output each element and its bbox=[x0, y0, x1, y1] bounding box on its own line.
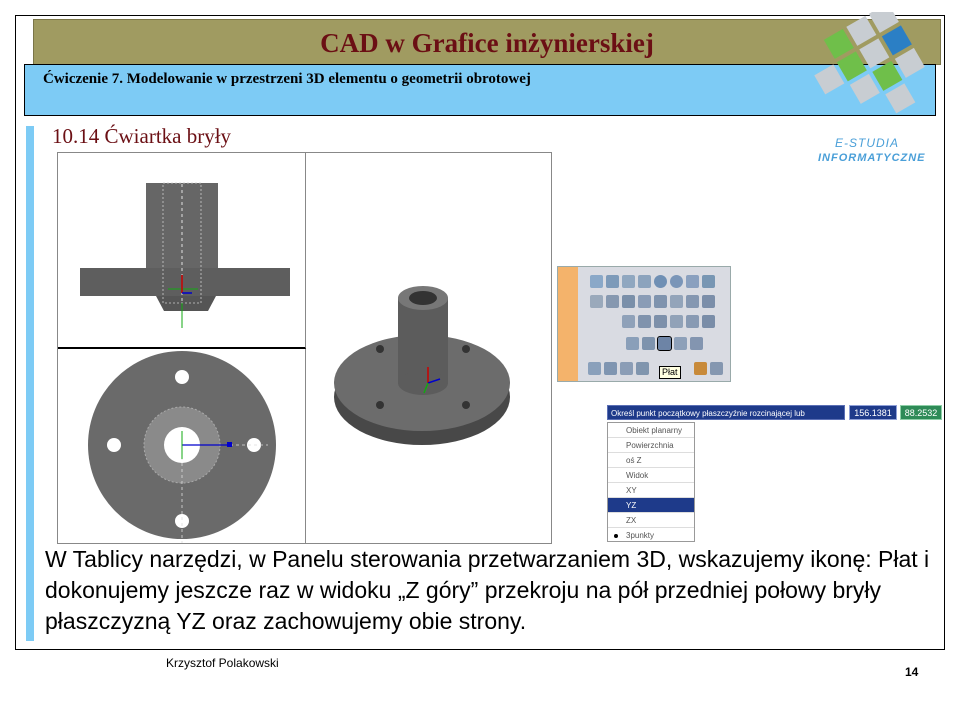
presspull-tool-icon[interactable] bbox=[702, 295, 715, 308]
section-title: 10.14 Ćwiartka bryły bbox=[52, 124, 232, 148]
imprint-tool-icon[interactable] bbox=[638, 315, 651, 328]
interference-tool-icon[interactable] bbox=[690, 337, 703, 350]
side-accent-bar bbox=[26, 126, 34, 641]
footer-author: Krzysztof Polakowski bbox=[166, 656, 279, 670]
polysolid-tool-icon[interactable] bbox=[702, 275, 715, 288]
front-view-drawing bbox=[58, 153, 305, 347]
separate-tool-icon[interactable] bbox=[654, 315, 667, 328]
menu-item-widok[interactable]: Widok bbox=[608, 468, 694, 483]
wedge-tool-icon[interactable] bbox=[622, 275, 635, 288]
revolve-tool-icon[interactable] bbox=[654, 295, 667, 308]
clean-tool-icon[interactable] bbox=[702, 315, 715, 328]
cad-viewports bbox=[57, 152, 552, 544]
slice-options-menu bbox=[607, 422, 695, 542]
iso-view-drawing bbox=[306, 153, 551, 543]
sweep-tool-icon[interactable] bbox=[670, 295, 683, 308]
orbit-tool-icon[interactable] bbox=[588, 362, 601, 375]
union-tool-icon[interactable] bbox=[590, 295, 603, 308]
cone-tool-icon[interactable] bbox=[638, 275, 651, 288]
menu-item-os-z[interactable]: oś Z bbox=[608, 453, 694, 468]
slide-title: CAD w Grafice inżynierskiej bbox=[320, 28, 654, 58]
loft-tool-icon[interactable] bbox=[686, 295, 699, 308]
viewport-top[interactable] bbox=[58, 349, 306, 543]
coordinate-input-1[interactable]: 156.1381 bbox=[849, 405, 897, 420]
cylinder-tool-icon[interactable] bbox=[606, 275, 619, 288]
menu-item-powierzchnia[interactable]: Powierzchnia bbox=[608, 438, 694, 453]
subtract-tool-icon[interactable] bbox=[606, 295, 619, 308]
command-prompt: Określ punkt początkowy płaszczyźnie rozcinającej lub bbox=[607, 405, 845, 420]
extrude-tool-icon[interactable] bbox=[638, 295, 651, 308]
menu-item-obiekt-planarny[interactable]: Obiekt planarny bbox=[608, 423, 694, 438]
walk-tool-icon[interactable] bbox=[636, 362, 649, 375]
pan-tool-icon[interactable] bbox=[604, 362, 617, 375]
body-text: W Tablicy narzędzi, w Panelu sterowania przetwarzaniem 3D, wskazujemy ikonę: Płat i dokonujemy jeszcze raz w widoku „Z góry” przekroju na pół przedniej połowy bryły płaszczyzną YZ oraz zachowujemy obie strony. bbox=[45, 546, 930, 634]
3d-rotate-tool-icon[interactable] bbox=[642, 337, 655, 350]
coordinate-input-2[interactable]: 88.2532 bbox=[900, 405, 942, 420]
torus-tool-icon[interactable] bbox=[670, 275, 683, 288]
render-tool-icon[interactable] bbox=[694, 362, 707, 375]
menu-item-zx[interactable]: ZX bbox=[608, 513, 694, 528]
check-tool-icon[interactable] bbox=[686, 315, 699, 328]
edit-tool-icon[interactable] bbox=[622, 315, 635, 328]
zoom-tool-icon[interactable] bbox=[620, 362, 633, 375]
subtitle-bar bbox=[24, 64, 936, 116]
viewport-front[interactable] bbox=[58, 153, 306, 349]
menu-bullet-icon bbox=[614, 534, 618, 538]
menu-item-xy[interactable]: XY bbox=[608, 483, 694, 498]
tool-palette-strip bbox=[558, 267, 578, 381]
tool-palette bbox=[557, 266, 731, 382]
menu-item-yz[interactable]: YZ bbox=[608, 498, 694, 513]
viewport-iso[interactable] bbox=[306, 153, 551, 543]
3d-move-tool-icon[interactable] bbox=[626, 337, 639, 350]
shell-tool-icon[interactable] bbox=[670, 315, 683, 328]
logo-line1: E-STUDIA bbox=[835, 136, 900, 150]
top-view-drawing bbox=[58, 349, 305, 543]
page-number: 14 bbox=[905, 665, 919, 679]
slide-subtitle: Ćwiczenie 7. Modelowanie w przestrzeni 3D elementu o geometrii obrotowej bbox=[43, 71, 531, 87]
section-plane-tool-icon[interactable] bbox=[674, 337, 687, 350]
menu-item-3punkty-label: 3punkty bbox=[626, 531, 655, 540]
sphere-tool-icon[interactable] bbox=[654, 275, 667, 288]
slice-tooltip: Płat bbox=[659, 366, 681, 379]
intersect-tool-icon[interactable] bbox=[622, 295, 635, 308]
logo-line2: INFORMATYCZNE bbox=[818, 152, 926, 164]
slice-tool-icon[interactable] bbox=[658, 337, 671, 350]
box-tool-icon[interactable] bbox=[590, 275, 603, 288]
menu-item-3punkty[interactable] bbox=[608, 528, 694, 543]
e-studia-logo bbox=[805, 12, 950, 124]
pyramid-tool-icon[interactable] bbox=[686, 275, 699, 288]
visual-style-tool-icon[interactable] bbox=[710, 362, 723, 375]
